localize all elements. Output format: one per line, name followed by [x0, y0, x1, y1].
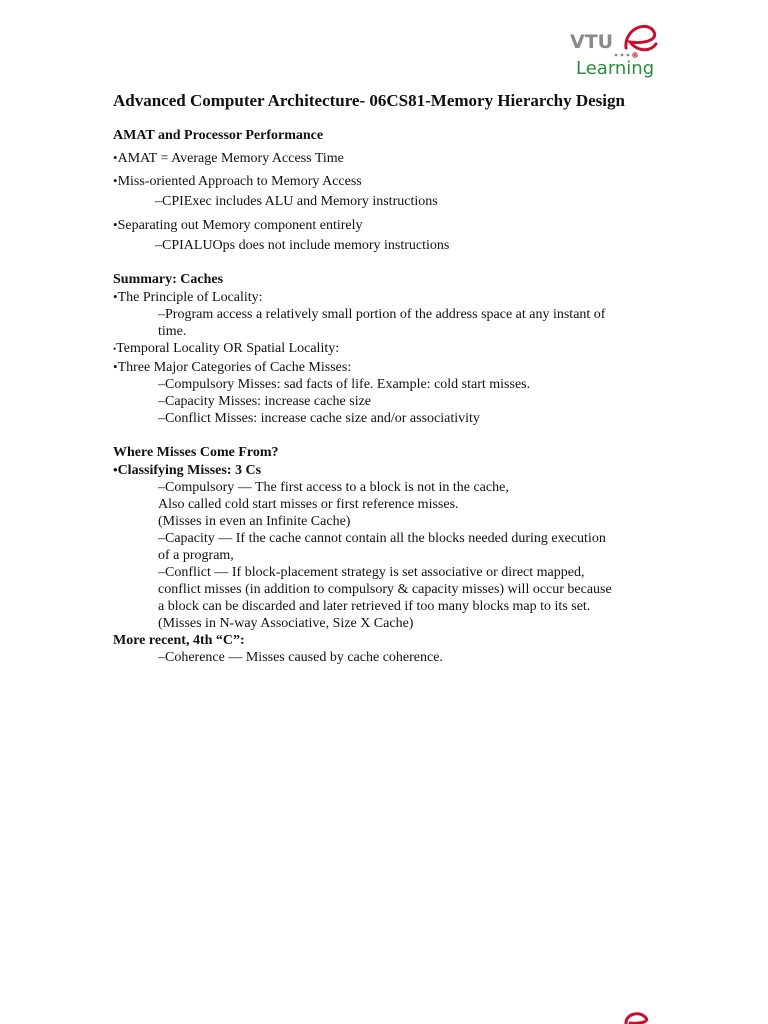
bullet-item: •Temporal Locality OR Spatial Locality:	[113, 341, 340, 356]
section-heading: Summary: Caches	[113, 272, 224, 287]
section-heading: Where Misses Come From?	[113, 445, 279, 460]
sub-item: (Misses in N-way Associative, Size X Cache)	[158, 616, 414, 631]
logo-learning-text: Learning	[576, 58, 655, 79]
bullet-item: •Three Major Categories of Cache Misses:	[113, 359, 352, 375]
section-amat	[113, 127, 653, 254]
next-page-logo-fragment	[620, 1008, 660, 1024]
bullet-item: •The Principle of Locality:	[113, 289, 263, 305]
sub-item: –Compulsory Misses: sad facts of life. Example: cold start misses.	[158, 377, 531, 392]
sub-item: –Capacity — If the cache cannot contain all the blocks needed during execution	[158, 531, 606, 546]
document-body	[113, 90, 653, 666]
bullet-item: •AMAT = Average Memory Access Time	[113, 150, 344, 166]
sub-item: –Coherence — Misses caused by cache coherence.	[158, 650, 443, 665]
sub-item: of a program,	[158, 548, 234, 563]
page-title: Advanced Computer Architecture- 06CS81-Memory Hierarchy Design	[113, 91, 625, 110]
logo-vtu-text: VTU	[570, 31, 614, 53]
logo-e-swoosh	[626, 26, 656, 49]
section-subheading: More recent, 4th “C”:	[113, 633, 245, 648]
sub-item: a block can be discarded and later retrieved if too many blocks map to its set.	[158, 599, 591, 614]
bullet-item: •Classifying Misses: 3 Cs	[113, 462, 262, 478]
sub-item: –CPIALUOps does not include memory instructions	[155, 238, 450, 253]
sub-item: –Conflict — If block-placement strategy is set associative or direct mapped,	[158, 565, 585, 580]
sub-item: –Program access a relatively small portion of the address space at any instant of	[158, 307, 606, 322]
sub-item: –CPIExec includes ALU and Memory instructions	[155, 194, 438, 209]
bullet-item: •Miss-oriented Approach to Memory Access	[113, 173, 362, 189]
sub-item: Also called cold start misses or first reference misses.	[158, 497, 459, 512]
sub-item: –Conflict Misses: increase cache size and/or associativity	[158, 411, 480, 426]
sub-item: –Capacity Misses: increase cache size	[158, 394, 372, 409]
sub-item-continuation: time.	[158, 324, 187, 339]
sub-item: –Compulsory — The first access to a block is not in the cache,	[158, 480, 509, 495]
sub-item: (Misses in even an Infinite Cache)	[158, 514, 351, 529]
vtu-elearning-logo	[566, 18, 662, 82]
sub-item: conflict misses (in addition to compulsory & capacity misses) will occur because	[158, 582, 612, 597]
vtu-elearning-logo-graphic	[566, 18, 662, 82]
section-heading: AMAT and Processor Performance	[113, 128, 324, 143]
bullet-item: •Separating out Memory component entirely	[113, 217, 363, 233]
section-summary-caches	[113, 271, 653, 427]
section-where-misses	[113, 444, 653, 666]
